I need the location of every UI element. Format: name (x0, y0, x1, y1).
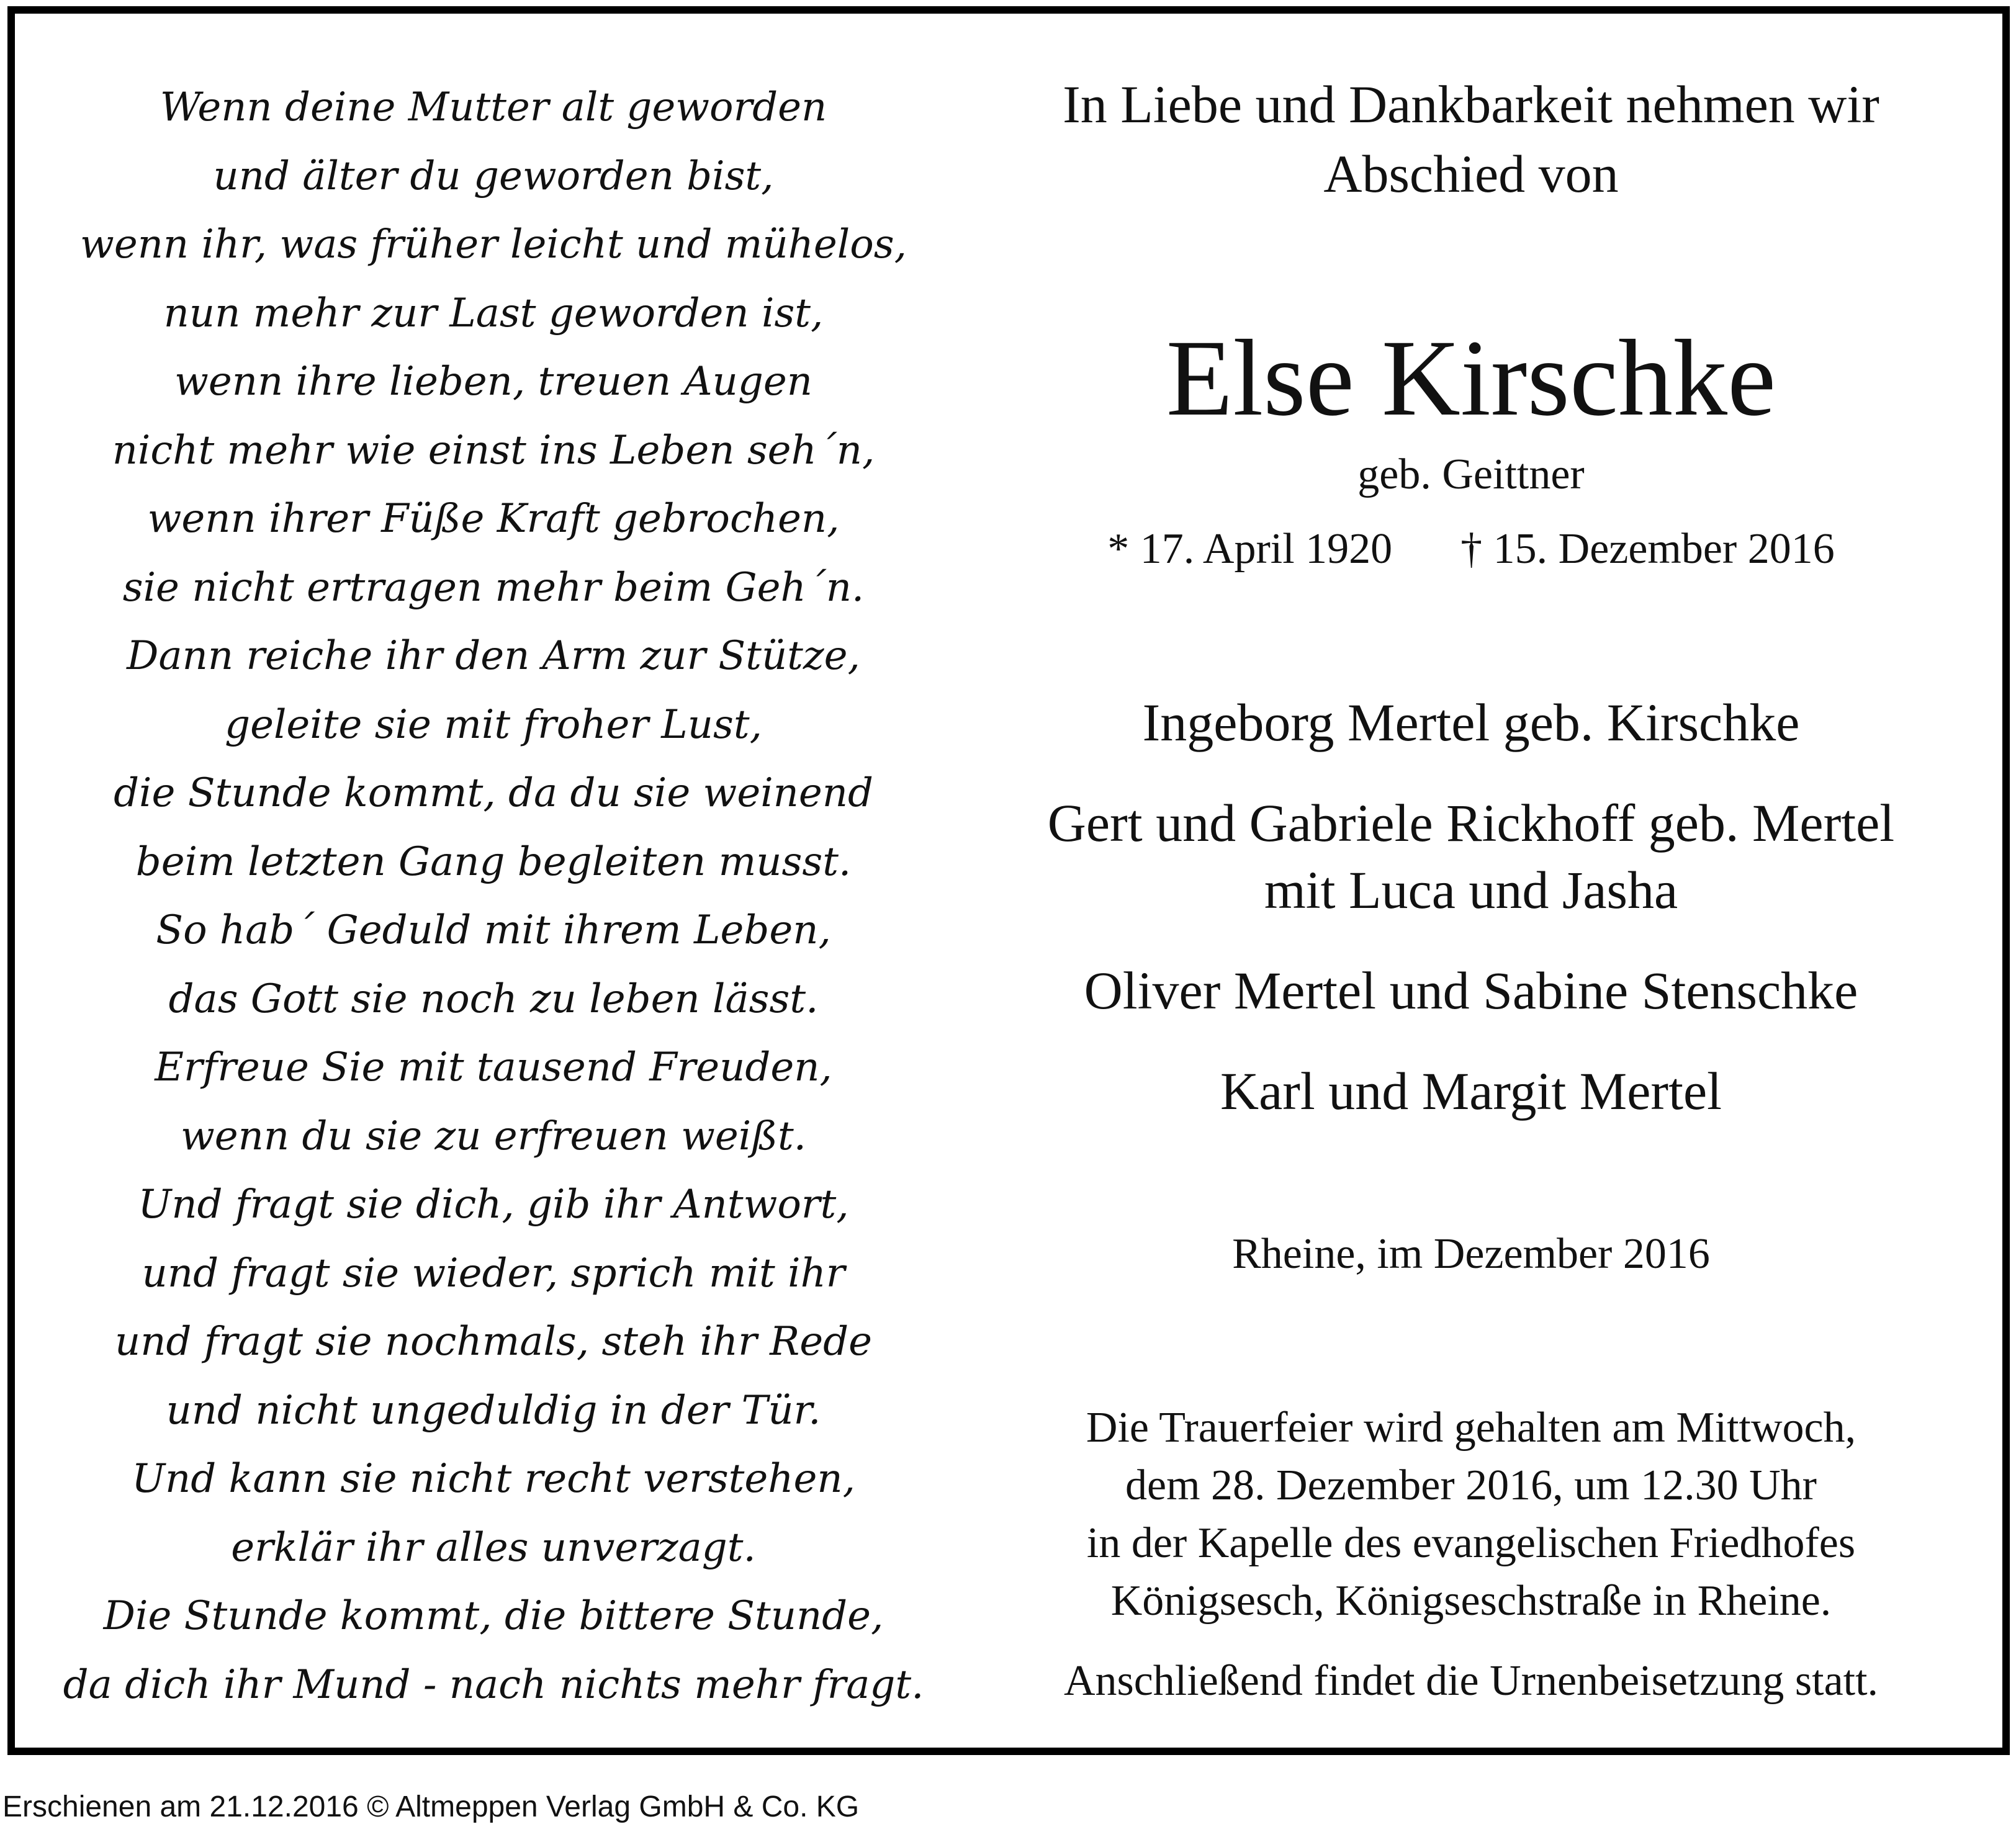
family-entry (968, 689, 1974, 756)
poem-line: sie nicht ertragen mehr beim Geh´n. (122, 564, 865, 611)
service-line: Königsesch, Königseschstraße in Rheine. (1110, 1577, 1832, 1625)
family-name: Ingeborg Mertel geb. Kirschke (1142, 693, 1800, 752)
place-date: Rheine, im Dezember 2016 (1232, 1230, 1710, 1278)
service-line: Die Trauerfeier wird gehalten am Mittwoch, (1086, 1404, 1856, 1452)
life-dates (968, 521, 1974, 577)
family-name: Gert und Gabriele Rickhoff geb. Mertel (1047, 793, 1895, 853)
poem-line: da dich ihr Mund - nach nichts mehr fragt. (63, 1661, 924, 1708)
poem-line: wenn ihr, was früher leicht und mühelos, (80, 222, 907, 267)
service-line: dem 28. Dezember 2016, um 12.30 Uhr (1125, 1462, 1817, 1509)
poem-line: Wenn deine Mutter alt geworden (160, 84, 827, 130)
family-name: Oliver Mertel und Sabine Stenschke (1084, 961, 1858, 1020)
poem-line: Die Stunde kommt, die bittere Stunde, (103, 1593, 884, 1639)
poem-line: Und kann sie nicht recht verstehen, (132, 1456, 855, 1502)
poem-line: wenn ihrer Füße Kraft gebrochen, (147, 496, 840, 542)
poem-line: und älter du geworden bist, (213, 153, 774, 199)
family-entry (968, 1057, 1974, 1125)
intro-line: In Liebe und Dankbarkeit nehmen wir (1063, 74, 1879, 134)
poem-line: und nicht ungeduldig in der Tür. (166, 1387, 821, 1434)
death-date: † 15. Dezember 2016 (1460, 525, 1835, 573)
poem-line: Erfreue Sie mit tausend Freuden, (155, 1044, 832, 1090)
deceased-name: Else Kirschke (1166, 318, 1776, 439)
service-info (968, 1399, 1974, 1630)
family-list (968, 689, 1974, 1158)
family-entry (968, 957, 1974, 1024)
poem-line: geleite sie mit froher Lust, (225, 701, 762, 748)
poem-line: und fragt sie nochmals, steh ihr Rede (115, 1319, 872, 1365)
birth-name: geb. Geittner (1357, 451, 1585, 498)
poem-line: wenn du sie zu erfreuen weißt. (181, 1113, 806, 1159)
poem-line: und fragt sie wieder, sprich mit ihr (142, 1250, 845, 1296)
burial-note: Anschließend findet die Urnenbeisetzung statt. (1063, 1657, 1879, 1705)
family-entry (968, 789, 1974, 923)
publication-footer: Erschienen am 21.12.2016 © Altmeppen Verlag GmbH & Co. KG (2, 1790, 860, 1823)
poem-line: beim letzten Gang begleiten musst. (135, 838, 852, 885)
poem-line: Dann reiche ihr den Arm zur Stütze, (127, 633, 860, 679)
poem-line: wenn ihre lieben, treuen Augen (174, 359, 812, 405)
poem-line: das Gott sie noch zu leben lässt. (168, 976, 819, 1022)
poem-line: erklär ihr alles unverzagt. (231, 1524, 756, 1571)
family-name: mit Luca und Jasha (1264, 860, 1678, 920)
poem-line: Und fragt sie dich, gib ihr Antwort, (138, 1182, 849, 1228)
poem-line: die Stunde kommt, da du sie weinend (114, 770, 873, 816)
poem-line: So hab´ Geduld mit ihrem Leben, (156, 907, 831, 953)
family-name: Karl und Margit Mertel (1220, 1061, 1722, 1121)
intro-line: Abschied von (1323, 144, 1619, 204)
service-line: in der Kapelle des evangelischen Friedhofes (1086, 1519, 1856, 1567)
intro-text (968, 70, 1974, 209)
poem-line: nicht mehr wie einst ins Leben seh´n, (112, 427, 875, 474)
poem-line: nun mehr zur Last geworden ist, (163, 290, 824, 336)
poem (43, 73, 943, 1719)
birth-date: * 17. April 1920 (1107, 525, 1393, 573)
